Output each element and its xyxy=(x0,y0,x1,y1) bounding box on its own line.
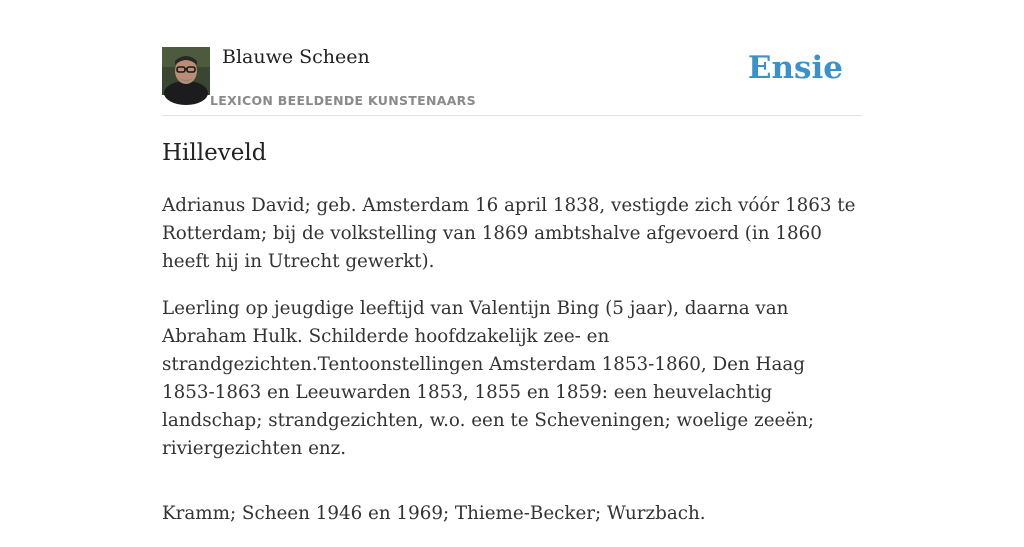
article-sources: Kramm; Scheen 1946 en 1969; Thieme-Becker; Wurzbach. xyxy=(162,503,706,524)
avatar-photo-icon xyxy=(162,47,210,95)
brand-logo[interactable]: Ensie xyxy=(747,50,843,86)
header xyxy=(162,45,862,116)
publication-label[interactable]: LEXICON BEELDENDE KUNSTENAARS xyxy=(210,93,476,108)
article-body xyxy=(162,192,862,547)
article-paragraph: Leerling op jeugdige leeftijd van Valentijn Bing (5 jaar), daarna van Abraham Hulk. Schilderde hoofdzakelijk zee- en strandgezichten.Tentoonstellingen Amsterdam 1853-1860, Den Haag 1853-1863 en Leeuwarden 1853, 1855 en 1859: een heuvelachtig landschap; strandgezichten, w.o. een te Scheveningen; woelige zeeën; riviergezichten enz. xyxy=(162,298,815,459)
author-name[interactable]: Blauwe Scheen xyxy=(222,46,370,68)
author-avatar[interactable] xyxy=(162,47,210,95)
article-paragraph: Adrianus David; geb. Amsterdam 16 april 1838, vestigde zich vóór 1863 te Rotterdam; bij de volkstelling van 1869 ambtshalve afgevoerd (in 1860 heeft hij in Utrecht gewerkt). xyxy=(162,195,856,272)
page-title: Hilleveld xyxy=(162,140,267,166)
